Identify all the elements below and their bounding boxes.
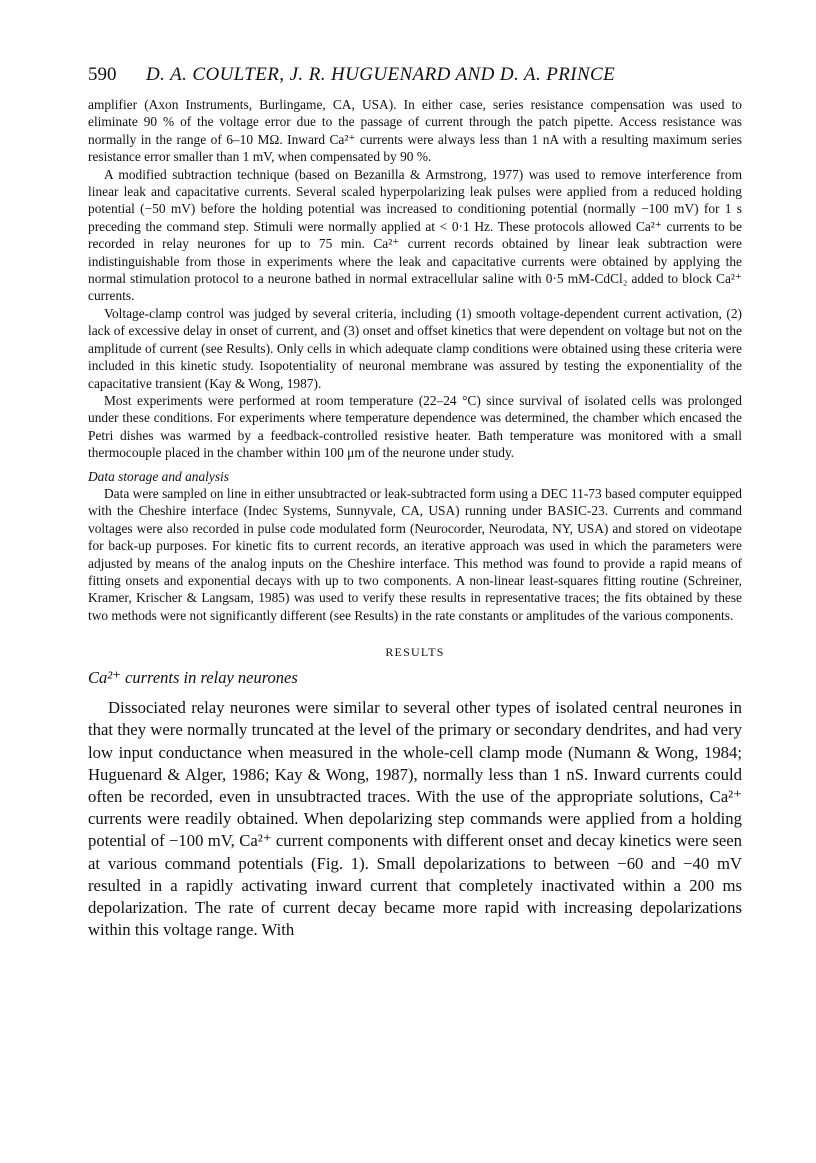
running-header [88,64,742,96]
results-section [88,697,742,941]
journal-page [88,64,742,941]
data-storage-paragraph: Data were sampled on line in either unsubtracted or leak-subtracted form using a DEC 11-73 based computer equipped with the Cheshire interface (Indec Systems, Sunnyvale, CA, USA) running under BASIC-23. Currents and command voltages were also recorded in pulse code modulated form (Neurocorder, Neurodata, NY, USA) and stored on videotape for back-up purposes. For kinetic fits to current records, an iterative approach was used in which the parameters were adjusted by means of the analog inputs on the Cheshire interface. This method was found to provide a rapid means of fitting onsets and exponential decays with up to two components. A non-linear least-squares fitting routine (Schreiner, Kramer, Krischer & Langsam, 1985) was used to verify these results in representative traces; the fits obtained by these two methods were not significantly different (see Results) in the rate constants or amplitudes of the various components. [88,485,742,623]
data-storage-heading: Data storage and analysis [88,468,229,484]
page-number: 590 [88,64,117,85]
methods-paragraph-1: amplifier (Axon Instruments, Burlingame, CA, USA). In either case, series resistance compensation was used to eliminate 90 % of the voltage error due to the passage of current through the patch pipette. Access resistance was normally in the range of 6–10 MΩ. Inward Ca²⁺ currents were always less than 1 nA with a resulting maximum series resistance error smaller than 1 mV, when compensated by 90 %. [88,97,742,165]
methods-section [88,96,742,624]
methods-paragraph-2: A modified subtraction technique (based on Bezanilla & Armstrong, 1977) was used to remove interference from linear leak and capacitative currents. Several scaled hyperpolarizing leak pulses were applied from a reduced holding potential (−50 mV) before the holding potential was increased to conditioning potential (normally −100 mV) for 1 s preceding the command step. Stimuli were normally applied at < 0·1 Hz. These protocols allowed Ca²⁺ currents to be recorded in relay neurones for up to 75 min. Ca²⁺ current records obtained by linear leak subtraction were indistinguishable from those in experiments where the leak and capacitative currents were obtained by applying the normal stimulation protocol to a neurone bathed in normal extracellular saline with 0·5 mM-CdCl₂ added to block Ca²⁺ currents. [88,166,742,304]
results-paragraph-1: Dissociated relay neurones were similar to several other types of isolated central neurones in that they were normally truncated at the level of the primary or secondary dendrites, and had very low input conductance when measured in the whole-cell clamp mode (Numann & Wong, 1984; Huguenard & Alger, 1986; Kay & Wong, 1987), normally less than 1 nS. Inward currents could often be recorded, even in unsubtracted traces. With the use of the appropriate solutions, Ca²⁺ currents were readily obtained. When depolarizing step commands were applied from a holding potential of −100 mV, Ca²⁺ current components with different onset and decay kinetics were seen at various command potentials (Fig. 1). Small depolarizations to between −60 and −40 mV resulted in a rapidly activating inward current that completely inactivated within a 200 ms depolarization. The rate of current decay became more rapid with increasing depolarizations within this voltage range. With [88,698,742,940]
results-subheading: Ca²⁺ currents in relay neurones [88,668,298,688]
running-header-authors: D. A. COULTER, J. R. HUGUENARD AND D. A. PRINCE [146,64,616,85]
methods-paragraph-4: Most experiments were performed at room temperature (22–24 °C) since survival of isolated cells was prolonged under these conditions. For experiments where temperature dependence was determined, the chamber which encased the Petri dishes was warmed by a feedback-controlled resistive heater. Bath temperature was monitored with a small thermocouple placed in the chamber within 100 μm of the neurone under study. [88,392,742,461]
results-heading: RESULTS [385,645,445,660]
methods-paragraph-3: Voltage-clamp control was judged by several criteria, including (1) smooth voltage-dependent current activation, (2) lack of excessive delay in onset of current, and (3) onset and offset kinetics that were dependent on voltage but not on the amplitude of current (see Results). Only cells in which adequate clamp conditions were obtained using these criteria were included in this kinetic study. Isopotentiality of neuronal membrane was assured by testing the exponentiality of the capacitative transient (Kay & Wong, 1987). [88,305,742,391]
